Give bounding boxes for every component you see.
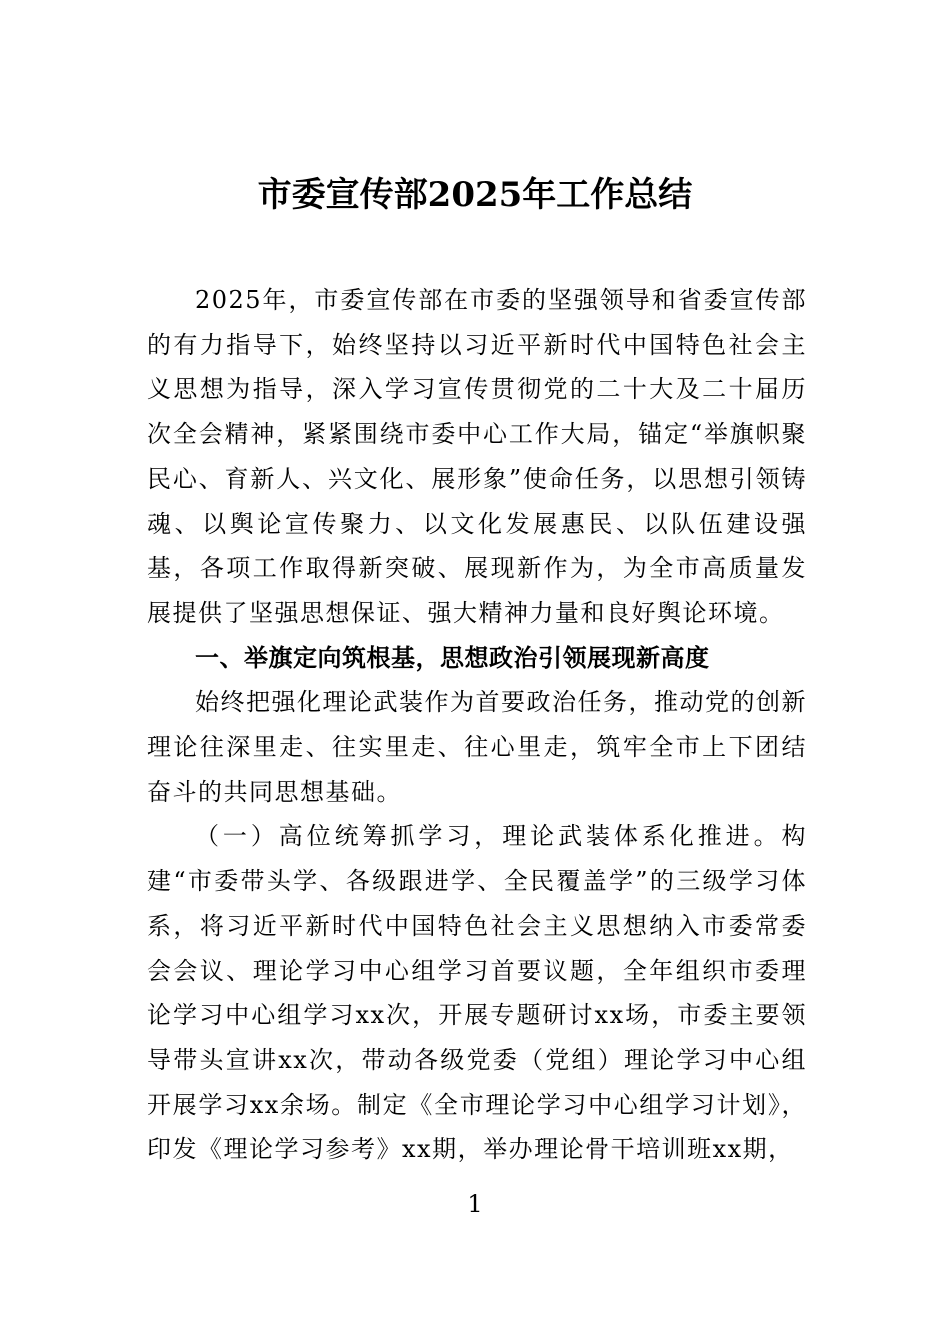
intro-paragraph: 2025年，市委宣传部在市委的坚强领导和省委宣传部的有力指导下，始终坚持以习近平新时代中国特色社会主义思想为指导，深入学习宣传贯彻党的二十大及二十届历次全会精神，紧紧围绕市委中心工作大局，锚定“举旗帜聚民心、育新人、兴文化、展形象”使命任务，以思想引领铸魂、以舆论宣传聚力、以文化发展惠民、以队伍建设强基，各项工作取得新突破、展现新作为，为全市高质量发展提供了坚强思想保证、强大精神力量和良好舆论环境。 (147, 286, 807, 627)
section-intro-paragraph: 始终把强化理论武装作为首要政治任务，推动党的创新理论往深里走、往实里走、往心里走，筑牢全市上下团结奋斗的共同思想基础。 (147, 688, 807, 806)
document-title: 市委宣传部2025年工作总结 (257, 175, 693, 215)
document-body (147, 278, 807, 1172)
section-heading: 一、举旗定向筑根基，思想政治引领展现新高度 (195, 643, 710, 672)
page-number: 1 (467, 1190, 483, 1218)
section-item-paragraph: （一）高位统筹抓学习，理论武装体系化推进。构建“市委带头学、各级跟进学、全民覆盖学”的三级学习体系，将习近平新时代中国特色社会主义思想纳入市委常委会会议、理论学习中心组学习首要议题，全年组织市委理论学习中心组学习xx次，开展专题研讨xx场，市委主要领导带头宣讲xx次，带动各级党委（党组）理论学习中心组开展学习xx余场。制定《全市理论学习中心组学习计划》，印发《理论学习参考》xx期，举办理论骨干培训班xx期， (147, 822, 807, 1164)
